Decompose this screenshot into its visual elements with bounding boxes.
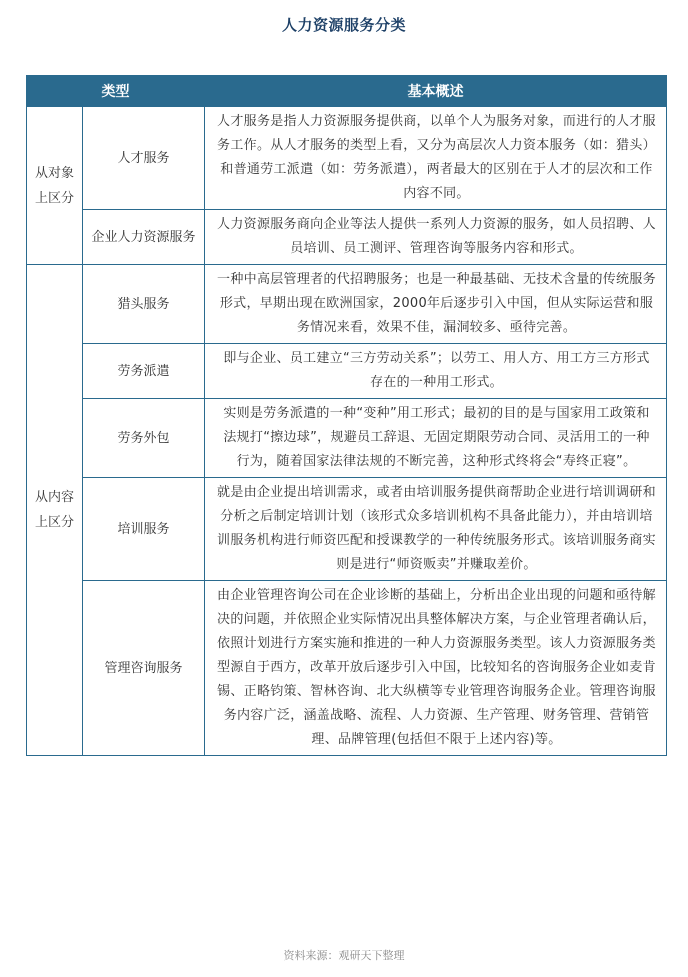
table-row bbox=[27, 344, 667, 399]
type-labor-dispatch: 劳务派遣 bbox=[83, 344, 205, 399]
desc-management-consulting: 由企业管理咨询公司在企业诊断的基础上，分析出企业出现的问题和亟待解决的问题，并依照企业实际情况出具整体解决方案，与企业管理者确认后，依照计划进行方案实施和推进的一种人力资源服务类型。该人力资源服务类型源自于西方，改革开放后逐步引入中国，比较知名的咨询服务企业如麦肯锡、正略钧策、智林咨询、北大纵横等专业管理咨询服务企业。管理咨询服务内容广泛，涵盖战略、流程、人力资源、生产管理、财务管理、营销管理、品牌管理(包括但不限于上述内容)等。 bbox=[205, 581, 667, 756]
desc-labor-dispatch: 即与企业、员工建立“三方劳动关系”；以劳工、用人方、用工方三方形式存在的一种用工形式。 bbox=[205, 344, 667, 399]
table-row bbox=[27, 265, 667, 344]
table-row bbox=[27, 399, 667, 478]
table-row bbox=[27, 478, 667, 581]
table-row bbox=[27, 210, 667, 265]
table-row bbox=[27, 107, 667, 210]
type-talent-service: 人才服务 bbox=[83, 107, 205, 210]
header-desc: 基本概述 bbox=[205, 76, 667, 107]
table-row bbox=[27, 581, 667, 756]
desc-enterprise-hr-service: 人力资源服务商向企业等法人提供一系列人力资源的服务，如人员招聘、人员培训、员工测评、管理咨询等服务内容和形式。 bbox=[205, 210, 667, 265]
category-by-object: 从对象上区分 bbox=[27, 107, 83, 265]
category-by-content: 从内容上区分 bbox=[27, 265, 83, 756]
type-training-service: 培训服务 bbox=[83, 478, 205, 581]
desc-talent-service: 人才服务是指人力资源服务提供商，以单个人为服务对象，而进行的人才服务工作。从人才服务的类型上看，又分为高层次人力资本服务（如：猎头）和普通劳工派遣（如：劳务派遣），两者最大的区别在于人才的层次和工作内容不同。 bbox=[205, 107, 667, 210]
desc-labor-outsourcing: 实则是劳务派遣的一种“变种”用工形式；最初的目的是与国家用工政策和法规打“擦边球”，规避员工辞退、无固定期限劳动合同、灵活用工的一种行为，随着国家法律法规的不断完善，这种形式终将会“寿终正寝”。 bbox=[205, 399, 667, 478]
page-title: 人力资源服务分类 bbox=[281, 16, 406, 34]
header-type: 类型 bbox=[27, 76, 205, 107]
table-header-row bbox=[27, 76, 667, 107]
type-headhunting: 猎头服务 bbox=[83, 265, 205, 344]
type-labor-outsourcing: 劳务外包 bbox=[83, 399, 205, 478]
type-enterprise-hr-service: 企业人力资源服务 bbox=[83, 210, 205, 265]
classification-table bbox=[26, 75, 667, 756]
type-management-consulting: 管理咨询服务 bbox=[83, 581, 205, 756]
desc-headhunting: 一种中高层管理者的代招聘服务；也是一种最基础、无技术含量的传统服务形式，早期出现在欧洲国家，2000年后逐步引入中国，但从实际运营和服务情况来看，效果不佳，漏洞较多、亟待完善。 bbox=[205, 265, 667, 344]
desc-training-service: 就是由企业提出培训需求，或者由培训服务提供商帮助企业进行培训调研和分析之后制定培训计划（该形式众多培训机构不具备此能力），并由培训培训服务机构进行师资匹配和授课教学的一种传统服务形式。该培训服务商实则是进行“师资贩卖”并赚取差价。 bbox=[205, 478, 667, 581]
source-note: 资料来源：观研天下整理 bbox=[283, 949, 405, 962]
